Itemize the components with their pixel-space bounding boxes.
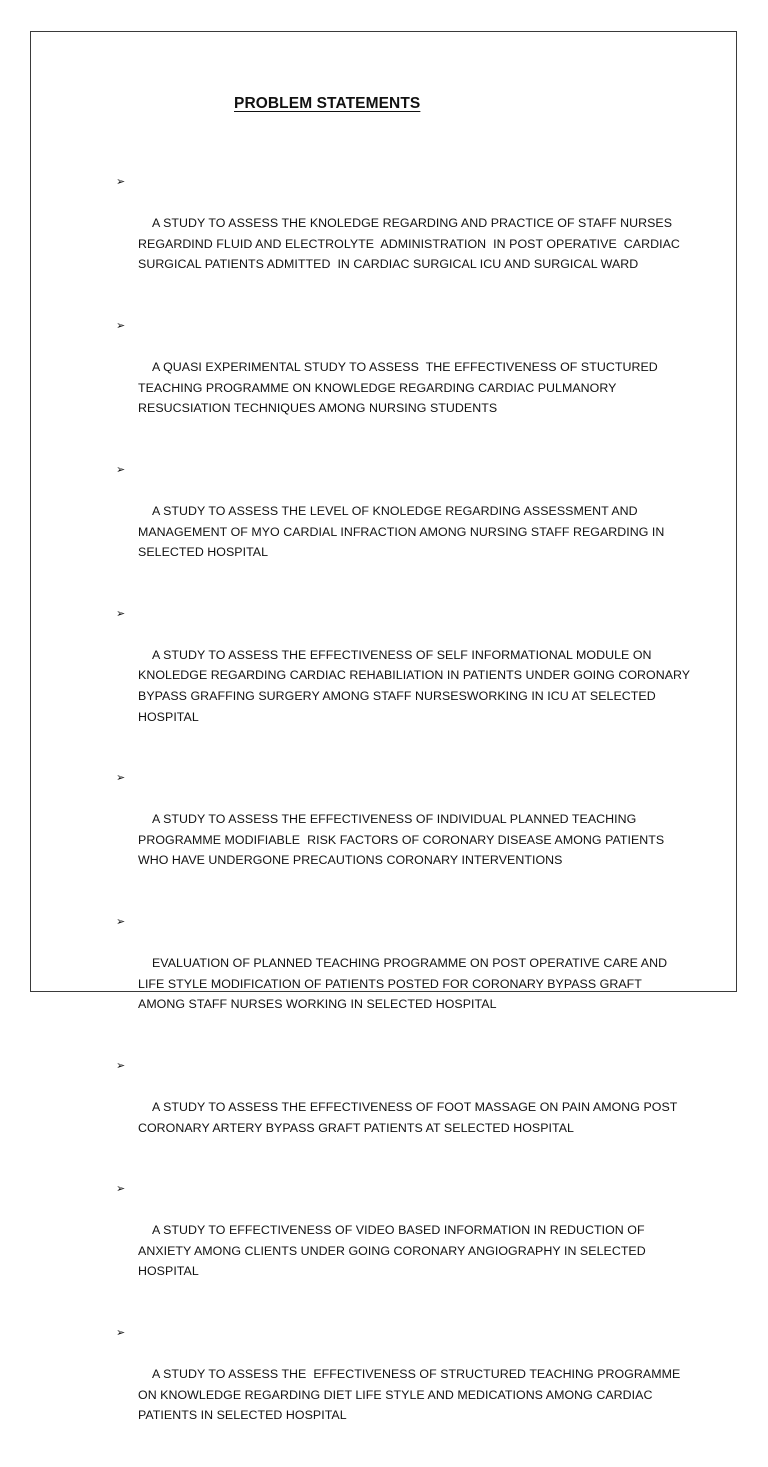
statement-text: A STUDY TO ASSESS THE EFFECTIVENESS OF FOOT MASSAGE ON PAIN AMONG POST CORONARY ARTERY BYPASS GRAFT PATIENTS AT SELECTED HOSPITAL — [138, 1099, 681, 1135]
statement-text: A STUDY TO EFFECTIVENESS OF VIDEO BASED INFORMATION IN REDUCTION OF ANXIETY AMONG CLIENTS UNDER GOING CORONARY ANGIOGRAPHY IN SELECTED HOSPITAL — [138, 1223, 650, 1279]
arrowhead-bullet-icon: ➢ — [116, 914, 126, 928]
list-item — [116, 912, 691, 1036]
arrowhead-bullet-icon: ➢ — [116, 771, 126, 785]
arrowhead-bullet-icon: ➢ — [116, 1058, 126, 1072]
arrowhead-bullet-icon: ➢ — [116, 1325, 126, 1339]
statement-text: A STUDY TO ASSESS THE EFFECTIVENESS OF SELF INFORMATIONAL MODULE ON KNOLEDGE REGARDING CARDIAC REHABILIATION IN PATIENTS UNDER GOING CORONARY BYPASS GRAFFING SURGERY AMONG STAFF NURSESWORKING IN ICU AT SELECTED HOSPITAL — [138, 647, 694, 724]
statement-text: A STUDY TO ASSESS THE LEVEL OF KNOLEDGE REGARDING ASSESSMENT AND MANAGEMENT OF MYO CARDIAL INFRACTION AMONG NURSING STAFF REGARDING IN SELECTED HOSPITAL — [138, 503, 668, 560]
arrowhead-bullet-icon: ➢ — [116, 1182, 126, 1196]
list-item — [116, 316, 691, 440]
arrowhead-bullet-icon: ➢ — [116, 318, 126, 332]
arrowhead-bullet-icon: ➢ — [116, 606, 126, 620]
arrowhead-bullet-icon: ➢ — [116, 175, 126, 188]
list-item — [116, 460, 691, 584]
statement-text: A QUASI EXPERIMENTAL STUDY TO ASSESS THE EFFECTIVENESS OF STUCTURED TEACHING PROGRAMME ON KNOWLEDGE REGARDING CARDIAC PULMANORY RESUCSIATION TECHNIQUES AMONG NURSING STUDENTS — [138, 360, 662, 416]
arrowhead-bullet-icon: ➢ — [116, 462, 126, 476]
list-item — [116, 172, 691, 296]
list-item — [116, 1323, 691, 1447]
list-item — [116, 1056, 691, 1159]
statement-text: EVALUATION OF PLANNED TEACHING PROGRAMME ON POST OPERATIVE CARE AND LIFE STYLE MODIFICATION OF PATIENTS POSTED FOR CORONARY BYPASS GRAFT AMONG STAFF NURSES WORKING IN SELECTED HOSPITAL — [138, 956, 671, 1012]
page-title: PROBLEM STATEMENTS — [234, 95, 421, 112]
statement-text: A STUDY TO ASSESS THE KNOLEDGE REGARDING AND PRACTICE OF STAFF NURSES REGARDIND FLUID AND ELECTROLYTE ADMINISTRATION IN POST OPERATIVE CARDIAC SURGICAL PATIENTS ADMITTED IN CARDIAC SURGICAL ICU AND SURGICAL WARD — [138, 216, 684, 272]
list-item — [116, 1179, 691, 1303]
list-item — [116, 768, 691, 892]
list-item — [116, 604, 694, 748]
statement-text: A STUDY TO ASSESS THE EFFECTIVENESS OF STRUCTURED TEACHING PROGRAMME ON KNOWLEDGE REGARDING DIET LIFE STYLE AND MEDICATIONS AMONG CARDIAC PATIENTS IN SELECTED HOSPITAL — [138, 1367, 684, 1423]
statement-text: A STUDY TO ASSESS THE EFFECTIVENESS OF INDIVIDUAL PLANNED TEACHING PROGRAMME MODIFIABLE RISK FACTORS OF CORONARY DISEASE AMONG PATIENTS WHO HAVE UNDERGONE PRECAUTIONS CORONARY INTERVENTIONS — [138, 812, 668, 868]
problem-statement-list — [116, 172, 694, 1467]
